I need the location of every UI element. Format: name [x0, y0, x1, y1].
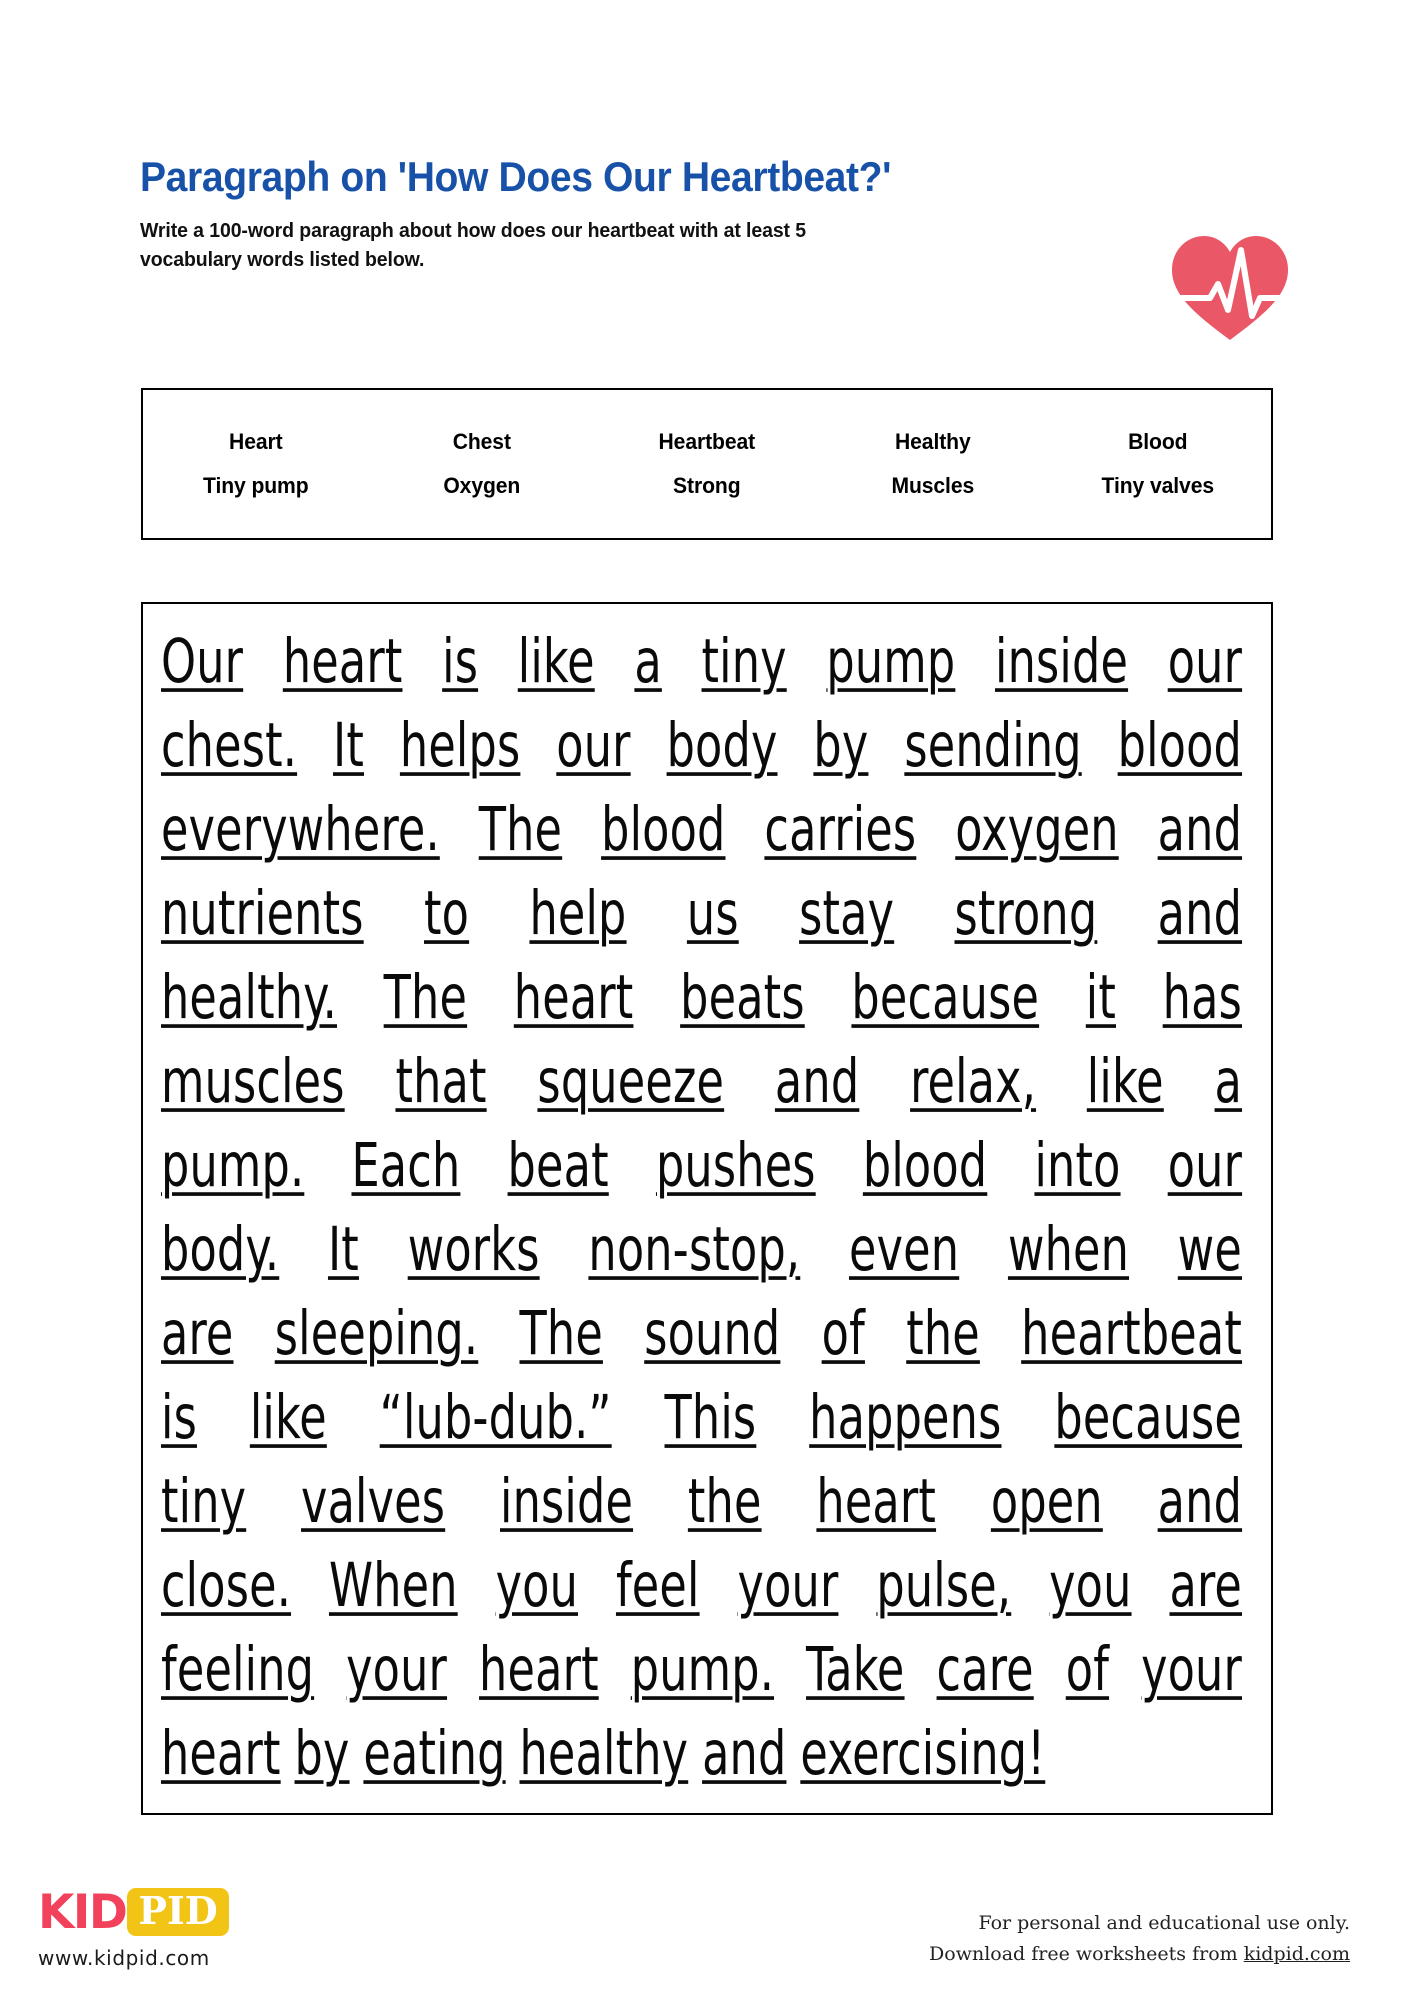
- paragraph-line-text: [161, 1046, 1242, 1118]
- paragraph-word: a: [1214, 1046, 1243, 1117]
- paragraph-word: by: [294, 1718, 350, 1789]
- footer-download-line: [929, 1939, 1350, 1970]
- paragraph-line: [161, 626, 1253, 710]
- paragraph-word: stay: [799, 878, 895, 949]
- vocabulary-row-2: [143, 464, 1271, 508]
- paragraph-word: close.: [161, 1550, 292, 1621]
- paragraph-word: because: [1054, 1382, 1243, 1453]
- paragraph-word: that: [395, 1046, 487, 1117]
- paragraph-word: heart: [161, 1718, 281, 1789]
- paragraph-line-text: [161, 1214, 1242, 1286]
- paragraph-word: non-stop,: [588, 1214, 801, 1285]
- paragraph-word: of: [1065, 1634, 1110, 1705]
- paragraph-word: relax,: [910, 1046, 1037, 1117]
- paragraph-word: is: [161, 1382, 197, 1453]
- paragraph-word: The: [478, 794, 563, 865]
- paragraph-word: heart: [282, 626, 403, 697]
- paragraph-word: body: [666, 710, 778, 781]
- paragraph-word: and: [1157, 878, 1243, 949]
- paragraph-word: like: [249, 1382, 327, 1453]
- paragraph-word: The: [383, 962, 468, 1033]
- paragraph-line-text: [161, 1550, 1242, 1622]
- paragraph-word: blood: [862, 1130, 988, 1201]
- logo-pid-badge: PID: [127, 1888, 228, 1936]
- instructions: [140, 216, 1128, 274]
- paragraph-word: muscles: [161, 1046, 345, 1117]
- heart-pulse-icon: [1168, 232, 1292, 344]
- vocabulary-word: Heartbeat: [658, 429, 756, 454]
- paragraph-line: [161, 962, 1253, 1046]
- vocabulary-word: Strong: [673, 473, 741, 498]
- paragraph-word: sleeping.: [274, 1298, 479, 1369]
- paragraph-line: [161, 1382, 1253, 1466]
- paragraph-word: everywhere.: [161, 794, 440, 865]
- paragraph-word: like: [517, 626, 595, 697]
- paragraph-word: tiny: [701, 626, 787, 697]
- paragraph-word: The: [519, 1298, 603, 1369]
- paragraph-line: [161, 878, 1253, 962]
- paragraph-word: we: [1177, 1214, 1243, 1285]
- paragraph-word: inside: [499, 1466, 634, 1537]
- paragraph-word: happens: [809, 1382, 1002, 1453]
- paragraph-word: “lub-dub.”: [379, 1382, 612, 1453]
- paragraph-word: our: [1167, 1130, 1243, 1201]
- paragraph-word: valves: [301, 1466, 446, 1537]
- paragraph-word: the: [687, 1466, 762, 1537]
- paragraph-line-text: [161, 710, 1242, 782]
- vocabulary-box: [141, 388, 1273, 540]
- paragraph-word: eating: [363, 1718, 506, 1789]
- instructions-line-1: Write a 100-word paragraph about how does our heartbeat with at least 5: [140, 219, 807, 243]
- paragraph-word: into: [1034, 1130, 1121, 1201]
- paragraph-word: and: [1157, 794, 1243, 865]
- paragraph-line-text: [161, 1298, 1242, 1370]
- paragraph-line: [161, 1634, 1253, 1718]
- vocabulary-word: Chest: [452, 429, 511, 454]
- paragraph-word: care: [936, 1634, 1034, 1705]
- paragraph-word: are: [161, 1298, 234, 1369]
- vocabulary-word: Blood: [1128, 429, 1188, 454]
- paragraph-line: [161, 794, 1253, 878]
- footer-note: [929, 1908, 1350, 1971]
- paragraph-word: tiny: [161, 1466, 247, 1537]
- paragraph-line-text: [161, 626, 1242, 698]
- paragraph-word: heart: [816, 1466, 937, 1537]
- paragraph-line: [161, 1550, 1253, 1634]
- paragraph-word: is: [442, 626, 479, 697]
- paragraph-line: [161, 1046, 1253, 1130]
- paragraph-word: when: [1007, 1214, 1130, 1285]
- paragraph-word: you: [495, 1550, 579, 1621]
- paragraph-word: because: [851, 962, 1040, 1033]
- paragraph-word: a: [634, 626, 662, 697]
- paragraph-line-text: [161, 1634, 1242, 1706]
- paragraph-word: carries: [764, 794, 917, 865]
- paragraph-word: the: [906, 1298, 980, 1369]
- paragraph-word: oxygen: [955, 794, 1119, 865]
- paragraph-word: are: [1169, 1550, 1242, 1621]
- paragraph-line: [161, 1214, 1253, 1298]
- answer-paragraph-box[interactable]: [141, 602, 1273, 1815]
- paragraph-word: Take: [806, 1634, 905, 1705]
- paragraph-word: has: [1162, 962, 1243, 1033]
- paragraph-word: When: [328, 1550, 458, 1621]
- paragraph-word: to: [424, 878, 470, 949]
- vocabulary-word: Tiny valves: [1101, 473, 1215, 498]
- paragraph-word: It: [333, 710, 364, 781]
- paragraph-word: of: [821, 1298, 865, 1369]
- paragraph-word: heart: [479, 1634, 599, 1705]
- paragraph-word: blood: [1117, 710, 1243, 781]
- paragraph-word: feeling: [161, 1634, 315, 1705]
- vocabulary-word: Tiny pump: [203, 473, 309, 498]
- paragraph-word: you: [1049, 1550, 1132, 1621]
- logo-wordmark: [38, 1885, 268, 1939]
- paragraph-word: It: [327, 1214, 359, 1285]
- paragraph-word: us: [686, 878, 739, 949]
- paragraph-word: nutrients: [161, 878, 364, 949]
- paragraph-word: pulse,: [876, 1550, 1012, 1621]
- paragraph-line-text: [161, 1382, 1242, 1454]
- paragraph-line-text: [161, 1466, 1242, 1538]
- paragraph-word: This: [664, 1382, 757, 1453]
- paragraph-word: body.: [161, 1214, 280, 1285]
- vocabulary-word: Heart: [229, 429, 283, 454]
- paragraph-word: your: [1141, 1634, 1242, 1705]
- footer-download-text: Download free worksheets from: [929, 1943, 1244, 1966]
- paragraph-word: beats: [680, 962, 805, 1033]
- header: [140, 155, 1270, 274]
- paragraph-word: like: [1086, 1046, 1164, 1117]
- paragraph-word: and: [702, 1718, 787, 1789]
- paragraph-word: beat: [507, 1130, 609, 1201]
- paragraph-line-text: [161, 794, 1242, 866]
- vocabulary-word: Healthy: [894, 429, 971, 454]
- paragraph-line: [161, 1130, 1253, 1214]
- logo-kid-text: KID: [38, 1884, 127, 1940]
- paragraph-word: Each: [351, 1130, 461, 1201]
- paragraph-line-text: [161, 1718, 1242, 1790]
- kidpid-logo: [38, 1885, 268, 1970]
- kidpid-link[interactable]: kidpid.com: [1243, 1943, 1350, 1966]
- paragraph-word: healthy: [519, 1718, 689, 1789]
- paragraph-word: squeeze: [537, 1046, 725, 1117]
- paragraph-word: help: [529, 878, 627, 949]
- paragraph-word: heartbeat: [1021, 1298, 1243, 1369]
- paragraph-line: [161, 1298, 1253, 1382]
- paragraph-word: your: [737, 1550, 839, 1621]
- vocabulary-word: Muscles: [891, 473, 974, 498]
- paragraph-word: feel: [615, 1550, 700, 1621]
- paragraph-word: sound: [644, 1298, 781, 1369]
- paragraph-word: our: [1167, 626, 1243, 697]
- paragraph-word: pushes: [655, 1130, 816, 1201]
- paragraph-word: heart: [513, 962, 634, 1033]
- instructions-line-2: vocabulary words listed below.: [140, 248, 425, 272]
- paragraph-word: our: [556, 710, 631, 781]
- paragraph-word: healthy.: [161, 962, 338, 1033]
- paragraph-line: [161, 1466, 1253, 1550]
- vocabulary-row-1: [143, 420, 1271, 464]
- paragraph-word: helps: [399, 710, 521, 781]
- paragraph-word: your: [346, 1634, 448, 1705]
- paragraph-word: exercising!: [800, 1718, 1046, 1789]
- paragraph-word: pump.: [630, 1634, 775, 1705]
- paragraph-word: even: [849, 1214, 960, 1285]
- paragraph-line: [161, 710, 1253, 794]
- paragraph-word: blood: [601, 794, 726, 865]
- paragraph-word: strong: [954, 878, 1098, 949]
- paragraph-line-text: [161, 962, 1242, 1034]
- paragraph-word: chest.: [161, 710, 298, 781]
- paragraph-word: and: [774, 1046, 860, 1117]
- paragraph-line-text: [161, 878, 1242, 950]
- paragraph-word: by: [813, 710, 869, 781]
- paragraph-line-text: [161, 1130, 1242, 1202]
- logo-website-url: www.kidpid.com: [38, 1946, 210, 1970]
- paragraph-word: open: [990, 1466, 1103, 1537]
- paragraph-word: it: [1085, 962, 1117, 1033]
- vocabulary-word: Oxygen: [442, 473, 520, 498]
- paragraph-word: inside: [994, 626, 1129, 697]
- paragraph-word: Our: [161, 626, 244, 697]
- paragraph-word: sending: [904, 710, 1082, 781]
- footer-usage-text: For personal and educational use only.: [978, 1912, 1350, 1934]
- page-title: Paragraph on 'How Does Our Heartbeat?': [140, 153, 892, 200]
- paragraph-word: works: [407, 1214, 540, 1285]
- paragraph-word: pump: [826, 626, 956, 697]
- paragraph-word: pump.: [161, 1130, 305, 1201]
- paragraph-word: and: [1157, 1466, 1243, 1537]
- paragraph-line: [161, 1718, 1253, 1802]
